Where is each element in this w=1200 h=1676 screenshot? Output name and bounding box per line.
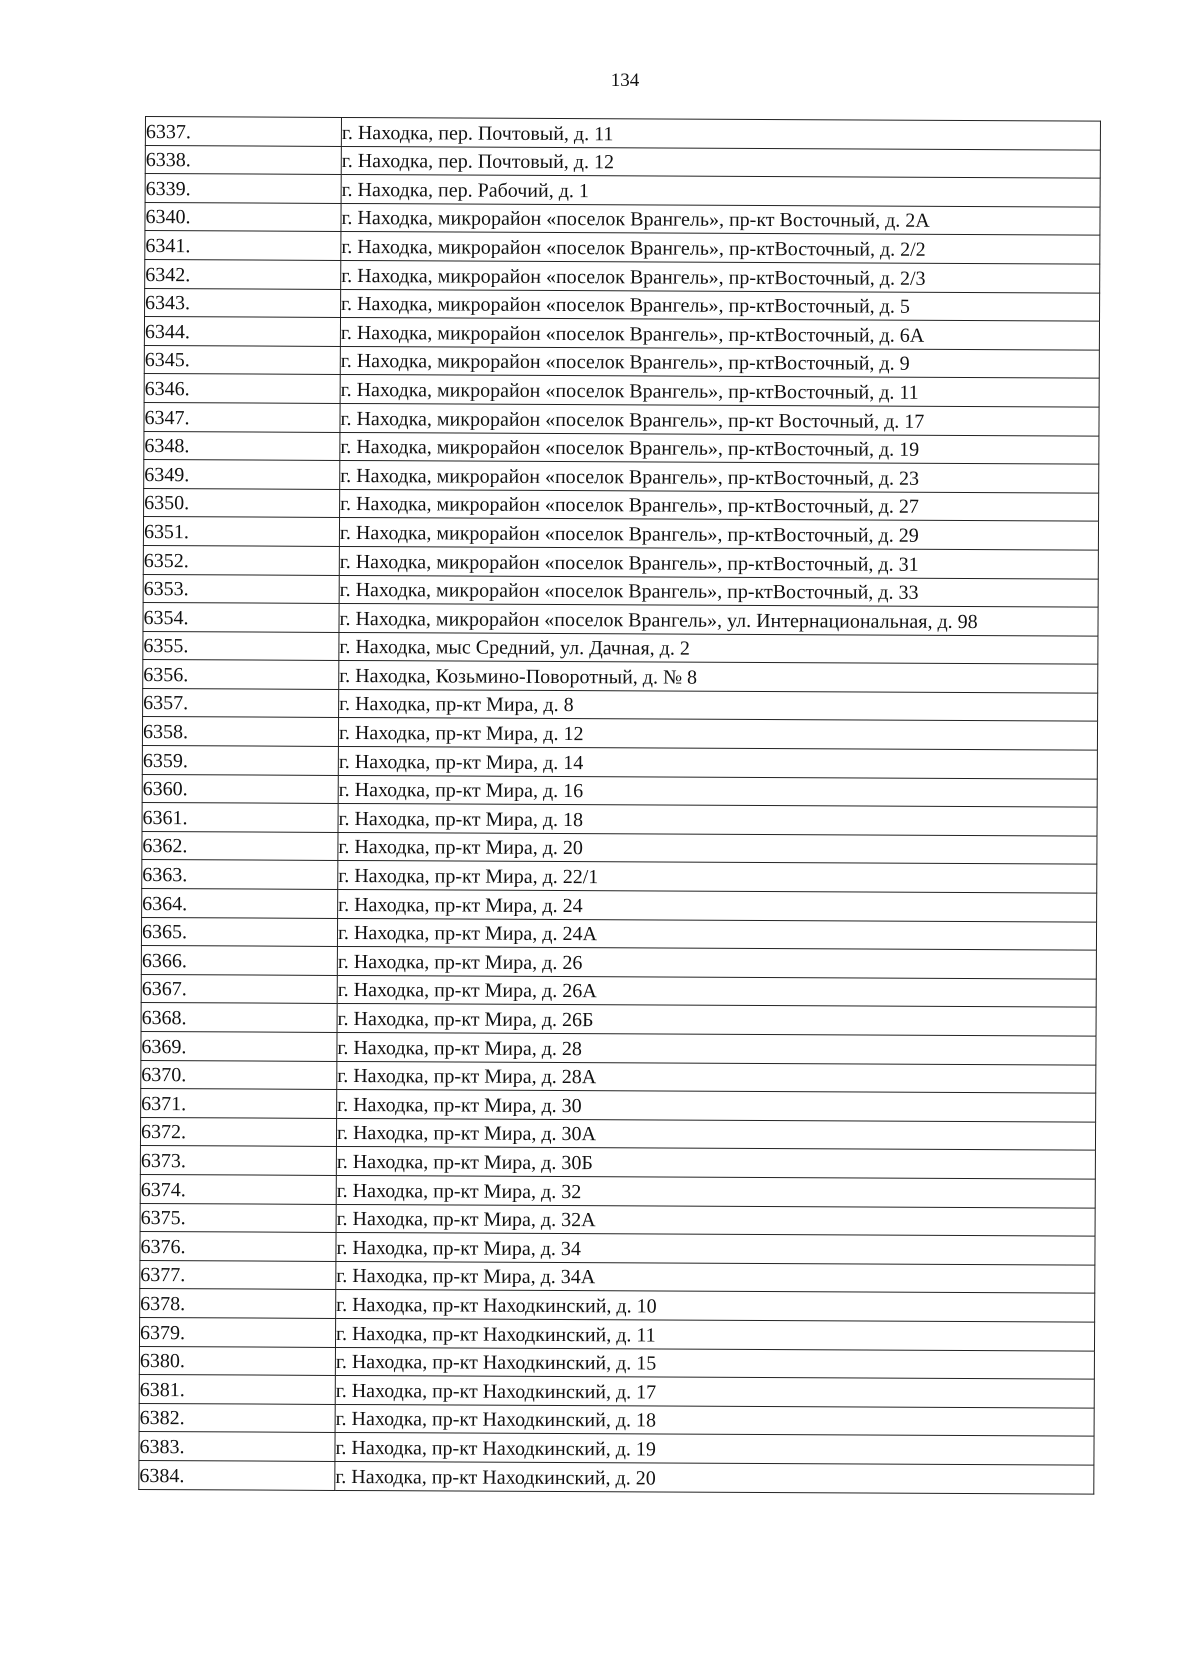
address-cell: г. Находка, микрорайон «поселок Врангель», пр-ктВосточный, д. 6А [340, 318, 1099, 350]
address-cell: г. Находка, пр-кт Мира, д. 34А [336, 1261, 1095, 1293]
table-row [143, 603, 1098, 636]
row-number: 6348. [144, 431, 340, 461]
row-number: 6383. [139, 1432, 335, 1462]
address-cell: г. Находка, микрорайон «поселок Врангель», пр-ктВосточный, д. 29 [339, 518, 1098, 550]
table-row [141, 1031, 1096, 1064]
table-row [140, 1174, 1095, 1207]
address-cell: г. Находка, пр-кт Мира, д. 34 [336, 1233, 1095, 1265]
row-number: 6358. [142, 717, 338, 747]
row-number: 6364. [142, 889, 338, 919]
row-number: 6365. [141, 917, 337, 947]
address-cell: г. Находка, пр-кт Мира, д. 8 [339, 689, 1098, 721]
table-row [144, 317, 1099, 350]
row-number: 6355. [143, 631, 339, 661]
address-cell: г. Находка, пр-кт Находкинский, д. 18 [335, 1404, 1094, 1436]
address-cell: г. Находка, пр-кт Мира, д. 12 [338, 718, 1097, 750]
row-number: 6361. [142, 803, 338, 833]
row-number: 6379. [139, 1317, 335, 1347]
row-number: 6353. [143, 574, 339, 604]
table-row [142, 717, 1097, 750]
table-row [140, 1146, 1095, 1179]
address-cell: г. Находка, пр-кт Находкинский, д. 10 [336, 1290, 1095, 1322]
table-row [144, 488, 1099, 521]
table-row [142, 803, 1097, 836]
table-row [145, 288, 1100, 321]
address-cell: г. Находка, пр-кт Мира, д. 24 [338, 889, 1097, 921]
table-row [139, 1317, 1094, 1350]
address-cell: г. Находка, пр-кт Мира, д. 16 [338, 775, 1097, 807]
address-cell: г. Находка, пер. Почтовый, д. 12 [341, 146, 1100, 178]
address-table [138, 116, 1101, 1494]
table-row [144, 345, 1099, 378]
table-row [139, 1375, 1094, 1408]
address-cell: г. Находка, пр-кт Находкинский, д. 15 [335, 1347, 1094, 1379]
row-number: 6341. [145, 231, 341, 261]
row-number: 6337. [145, 117, 341, 147]
table-row [143, 517, 1098, 550]
address-cell: г. Находка, микрорайон «поселок Врангель», ул. Интернациональная, д. 98 [339, 604, 1098, 636]
row-number: 6376. [140, 1232, 336, 1262]
table-row [141, 946, 1096, 979]
row-number: 6375. [140, 1203, 336, 1233]
table-row [143, 660, 1098, 693]
row-number: 6360. [142, 774, 338, 804]
row-number: 6342. [145, 259, 341, 289]
table-row [143, 688, 1098, 721]
address-cell: г. Находка, микрорайон «поселок Врангель», пр-ктВосточный, д. 27 [340, 489, 1099, 521]
table-row [145, 117, 1100, 150]
address-cell: г. Находка, микрорайон «поселок Врангель», пр-ктВосточный, д. 11 [340, 375, 1099, 407]
row-number: 6345. [144, 345, 340, 375]
row-number: 6349. [144, 460, 340, 490]
address-cell: г. Находка, пр-кт Мира, д. 20 [338, 832, 1097, 864]
row-number: 6368. [141, 1003, 337, 1033]
table-row [140, 1203, 1095, 1236]
row-number: 6366. [141, 946, 337, 976]
row-number: 6382. [139, 1403, 335, 1433]
address-cell: г. Находка, пр-кт Мира, д. 26 [337, 947, 1096, 979]
address-cell: г. Находка, пр-кт Мира, д. 30А [336, 1118, 1095, 1150]
table-row [140, 1232, 1095, 1265]
row-number: 6378. [140, 1289, 336, 1319]
row-number: 6369. [141, 1031, 337, 1061]
row-number: 6380. [139, 1346, 335, 1376]
address-cell: г. Находка, пр-кт Мира, д. 26А [337, 975, 1096, 1007]
address-cell: г. Находка, микрорайон «поселок Врангель», пр-ктВосточный, д. 9 [340, 346, 1099, 378]
address-cell: г. Находка, микрорайон «поселок Врангель», пр-ктВосточный, д. 2/2 [341, 232, 1100, 264]
table-row [140, 1289, 1095, 1322]
row-number: 6347. [144, 402, 340, 432]
row-number: 6372. [140, 1117, 336, 1147]
table-row [142, 746, 1097, 779]
row-number: 6356. [143, 660, 339, 690]
row-number: 6346. [144, 374, 340, 404]
address-cell: г. Находка, микрорайон «поселок Врангель», пр-ктВосточный, д. 19 [340, 432, 1099, 464]
table-row [145, 174, 1100, 207]
table-row [141, 917, 1096, 950]
address-cell: г. Находка, пр-кт Мира, д. 28 [337, 1032, 1096, 1064]
address-cell: г. Находка, пер. Почтовый, д. 11 [341, 117, 1100, 149]
row-number: 6352. [143, 545, 339, 575]
row-number: 6339. [145, 174, 341, 204]
address-cell: г. Находка, пр-кт Мира, д. 30Б [336, 1147, 1095, 1179]
address-cell: г. Находка, пр-кт Находкинский, д. 20 [335, 1461, 1094, 1493]
table-row [143, 631, 1098, 664]
address-cell: г. Находка, пр-кт Мира, д. 30 [337, 1090, 1096, 1122]
address-cell: г. Находка, микрорайон «поселок Врангель», пр-ктВосточный, д. 5 [341, 289, 1100, 321]
row-number: 6340. [145, 202, 341, 232]
table-row [143, 574, 1098, 607]
table-row [144, 374, 1099, 407]
table-row [142, 860, 1097, 893]
table-row [143, 545, 1098, 578]
table-row [145, 231, 1100, 264]
address-cell: г. Находка, пр-кт Находкинский, д. 19 [335, 1433, 1094, 1465]
table-row [142, 774, 1097, 807]
table-row [139, 1403, 1094, 1436]
row-number: 6338. [145, 145, 341, 175]
address-cell: г. Находка, пр-кт Мира, д. 22/1 [338, 861, 1097, 893]
address-cell: г. Находка, пер. Рабочий, д. 1 [341, 175, 1100, 207]
table-row [141, 1060, 1096, 1093]
table-row [139, 1460, 1094, 1493]
table-row [144, 431, 1099, 464]
row-number: 6377. [140, 1260, 336, 1290]
address-cell: г. Находка, мыс Средний, ул. Дачная, д. 2 [339, 632, 1098, 664]
address-cell: г. Находка, микрорайон «поселок Врангель», пр-ктВосточный, д. 23 [340, 461, 1099, 493]
table-row [141, 1003, 1096, 1036]
row-number: 6357. [143, 688, 339, 718]
table-row [145, 259, 1100, 292]
table-row [145, 145, 1100, 178]
row-number: 6359. [142, 746, 338, 776]
row-number: 6363. [142, 860, 338, 890]
address-cell: г. Находка, микрорайон «поселок Врангель», пр-ктВосточный, д. 33 [339, 575, 1098, 607]
row-number: 6354. [143, 603, 339, 633]
address-cell: г. Находка, пр-кт Мира, д. 26Б [337, 1004, 1096, 1036]
row-number: 6370. [141, 1060, 337, 1090]
address-cell: г. Находка, микрорайон «поселок Врангель», пр-кт Восточный, д. 17 [340, 403, 1099, 435]
table-row [139, 1432, 1094, 1465]
table-row [144, 460, 1099, 493]
address-cell: г. Находка, микрорайон «поселок Врангель», пр-ктВосточный, д. 2/3 [341, 260, 1100, 292]
address-cell: г. Находка, микрорайон «поселок Врангель», пр-кт Восточный, д. 2А [341, 203, 1100, 235]
table-row [141, 1089, 1096, 1122]
page-number: 134 [610, 70, 640, 91]
table-row [145, 202, 1100, 235]
address-cell: г. Находка, пр-кт Находкинский, д. 17 [335, 1376, 1094, 1408]
table-row [142, 831, 1097, 864]
row-number: 6343. [145, 288, 341, 318]
table-row [142, 889, 1097, 922]
address-cell: г. Находка, пр-кт Находкинский, д. 11 [335, 1318, 1094, 1350]
address-cell: г. Находка, микрорайон «поселок Врангель», пр-ктВосточный, д. 31 [339, 546, 1098, 578]
row-number: 6371. [141, 1089, 337, 1119]
address-cell: г. Находка, пр-кт Мира, д. 18 [338, 804, 1097, 836]
table-row [140, 1117, 1095, 1150]
address-cell: г. Находка, пр-кт Мира, д. 32 [336, 1175, 1095, 1207]
row-number: 6344. [144, 317, 340, 347]
table-row [140, 1260, 1095, 1293]
address-cell: г. Находка, пр-кт Мира, д. 28А [337, 1061, 1096, 1093]
row-number: 6351. [143, 517, 339, 547]
row-number: 6384. [139, 1460, 335, 1490]
row-number: 6381. [139, 1375, 335, 1405]
address-cell: г. Находка, пр-кт Мира, д. 14 [338, 747, 1097, 779]
table-row [139, 1346, 1094, 1379]
address-table-body [139, 117, 1101, 1494]
table-row [141, 974, 1096, 1007]
table-row [144, 402, 1099, 435]
row-number: 6350. [144, 488, 340, 518]
row-number: 6362. [142, 831, 338, 861]
address-cell: г. Находка, пр-кт Мира, д. 32А [336, 1204, 1095, 1236]
address-cell: г. Находка, Козьмино-Поворотный, д. № 8 [339, 661, 1098, 693]
row-number: 6374. [140, 1174, 336, 1204]
row-number: 6373. [140, 1146, 336, 1176]
address-cell: г. Находка, пр-кт Мира, д. 24А [337, 918, 1096, 950]
row-number: 6367. [141, 974, 337, 1004]
